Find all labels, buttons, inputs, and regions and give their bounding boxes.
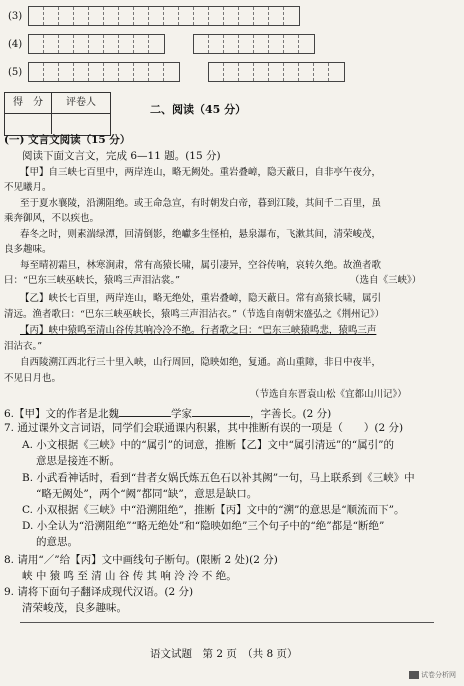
q7-option: B. 小武看神话时，看到“昔者女娲氏炼五色石以补其阙”一句，马上联系到《三峡》中 xyxy=(22,472,415,484)
jia-line: 【甲】自三峡七百里中，两岸连山，略无阙处。重岩叠嶂，隐天蔽日，自非亭午夜分， xyxy=(20,167,382,178)
answer-grid[interactable] xyxy=(28,62,180,82)
bing-line: 不见日月也。 xyxy=(4,373,62,384)
q7-option: D. 小全认为“沿溯阻绝”“略无绝处”和“隐映如绝”三个句子中的“绝”都是“断绝” xyxy=(22,520,385,532)
q6-suffix: ，字善长。(2 分) xyxy=(250,408,332,420)
answer-row-label: (3) xyxy=(8,10,23,22)
answer-row-label: (5) xyxy=(8,66,23,78)
q7-option: A. 小文根据《三峡》中的“属引”的词意，推断【乙】文中“属引清远”的“属引”的 xyxy=(22,439,394,451)
jia-line: 乘奔御风，不以疾也。 xyxy=(4,213,100,224)
question-9-stem: 9. 请将下面句子翻译成现代汉语。(2 分) xyxy=(4,586,194,598)
q6-prefix: 6.【甲】文的作者是北魏 xyxy=(4,408,120,420)
question-8-stem: 8. 请用“／”给【丙】文中画线句子断句。(限断 2 处)(2 分) xyxy=(4,554,278,566)
part1-instruction: 阅读下面文言文，完成 6—11 题。(15 分) xyxy=(22,150,221,162)
answer-grid[interactable] xyxy=(208,62,345,82)
jia-line: 不见曦月。 xyxy=(4,182,52,193)
watermark-logo-icon xyxy=(409,671,419,679)
part1-heading: (一) 文言文阅读（15 分） xyxy=(4,134,131,146)
answer-row-5 xyxy=(8,62,345,82)
q6-blank-2[interactable] xyxy=(192,406,250,417)
score-cell[interactable] xyxy=(5,114,52,134)
answer-row-label: (4) xyxy=(8,38,23,50)
q6-mid: 学家 xyxy=(171,408,193,420)
section-title: 二、阅读（45 分） xyxy=(150,103,247,116)
jia-line: 春冬之时，则素湍绿潭，回清倒影，绝巘多生怪柏，悬泉瀑布，飞漱其间，清荣峻茂， xyxy=(20,229,382,240)
bing-line: 自西陵溯江西北行三十里入峡，山行周回，隐映如绝，复通。高山重障，非日中夜半， xyxy=(20,357,382,368)
yi-line: 清远。渔者歌曰：“巴东三峡巫峡长，猿鸣三声泪沾衣。”（节选自南朝宋盛弘之《荆州记》） xyxy=(4,309,385,320)
answer-line[interactable] xyxy=(20,622,434,623)
q8-sentence[interactable]: 峡 中 猿 鸣 至 清 山 谷 传 其 响 泠 泠 不 绝。 xyxy=(22,570,237,582)
answer-grid[interactable] xyxy=(28,34,165,54)
bing-line: 泪沾衣。” xyxy=(4,341,43,352)
q6-blank-1[interactable] xyxy=(119,406,171,417)
q7-option: “略无阙处”，两个“阙”都同“缺”，意思是缺口。 xyxy=(36,488,258,500)
answer-grid[interactable] xyxy=(28,6,300,26)
yi-line: 【乙】峡长七百里，两岸连山，略无绝处，重岩叠嶂，隐天蔽日。常有高猿长啸，属引 xyxy=(20,293,382,304)
question-6 xyxy=(4,406,331,421)
page-footer: 语文试题 第 2 页 （共 8 页） xyxy=(150,648,298,660)
jia-line: 良多趣味。 xyxy=(4,244,52,255)
q7-option: 的意思。 xyxy=(36,536,78,548)
jia-line: 曰：“巴东三峡巫峡长，猿鸣三声泪沾裳。” xyxy=(4,275,180,286)
answer-grid[interactable] xyxy=(193,34,315,54)
score-box xyxy=(4,92,111,136)
watermark xyxy=(409,670,456,680)
q9-sentence: 清荣峻茂，良多趣味。 xyxy=(22,602,127,614)
score-label: 得 分 xyxy=(5,93,52,113)
q7-option: C. 小双根据《三峡》中“沿溯阻绝”，推断【丙】文中的“溯”的意思是“顺流而下”。 xyxy=(22,504,405,516)
bing-line: 【丙】峡中猿鸣至清山谷传其响冷冷不绝。行者歌之曰：“巴东三峡猿鸣悲，猿鸣三声 xyxy=(20,325,377,336)
answer-row-3 xyxy=(8,6,300,26)
jia-line: 至于夏水襄陵，沿溯阻绝。或王命急宣，有时朝发白帝，暮到江陵，其间千二百里，虽 xyxy=(20,198,382,209)
jia-source: （选自《三峡》） xyxy=(350,275,422,286)
jia-line: 每至晴初霜旦，林寒涧肃，常有高猿长啸，属引凄异，空谷传响，哀转久绝。故渔者歌 xyxy=(20,260,382,271)
grader-cell[interactable] xyxy=(52,114,110,134)
q7-option: 意思是接连不断。 xyxy=(36,455,120,467)
grader-label: 评卷人 xyxy=(66,97,96,108)
answer-row-4 xyxy=(8,34,315,54)
watermark-text: 试卷分析网 xyxy=(421,671,456,679)
question-7-stem: 7. 通过课外文言词语，同学们会联通课内积累，其中推断有误的一项是（ ）(2 分) xyxy=(4,422,404,434)
bing-source: （节选自东晋袁山松《宜都山川记》） xyxy=(250,389,407,400)
